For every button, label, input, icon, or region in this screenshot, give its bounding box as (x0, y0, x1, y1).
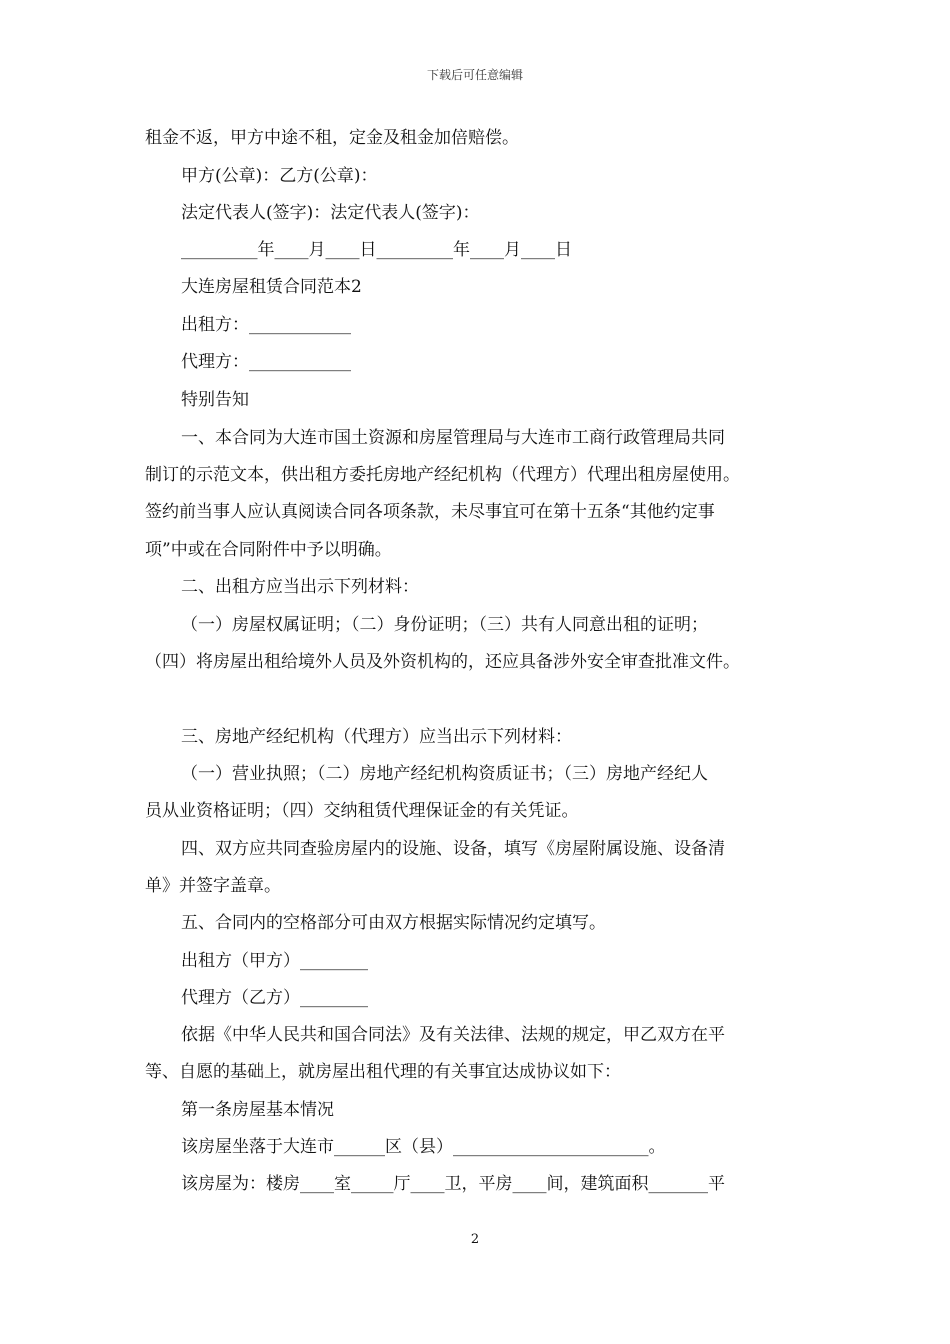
contract-subtitle: 大连房屋租赁合同范本2 (181, 277, 362, 297)
text-line-16: 三、房地产经纪机构（代理方）应当出示下列材料： (181, 727, 572, 747)
page-header: 下载后可任意编辑 (426, 68, 523, 82)
section-heading: 特别告知 (181, 390, 249, 410)
text-line-2: 甲方(公章)：乙方(公章)： (181, 166, 378, 186)
text-line-23: 代理方（乙方）________ (181, 988, 368, 1008)
text-line-3: 法定代表人(签字)：法定代表人(签字)： (181, 203, 480, 223)
text-line-1: 租金不返，甲方中途不租，定金及租金加倍赔偿。 (145, 128, 519, 148)
text-line-13: 二、出租方应当出示下列材料： (181, 577, 419, 597)
text-line-12: 项”中或在合同附件中予以明确。 (145, 540, 392, 560)
text-line-4: _________年____月____日_________年____月____日 (181, 240, 572, 260)
page-number: 2 (470, 1232, 480, 1247)
text-line-27: 该房屋坐落于大连市______区（县）_______________________。 (181, 1137, 666, 1157)
text-line-21: 五、合同内的空格部分可由双方根据实际情况约定填写。 (181, 913, 606, 933)
text-line-10: 制订的示范文本，供出租方委托房地产经纪机构（代理方）代理出租房屋使用。 (145, 465, 740, 485)
text-line-19: 四、双方应共同查验房屋内的设施、设备，填写《房屋附属设施、设备清 (181, 839, 725, 859)
text-line-24: 依据《中华人民共和国合同法》及有关法律、法规的规定，甲乙双方在平 (181, 1025, 725, 1045)
text-line-17: （一）营业执照；（二）房地产经纪机构资质证书；（三）房地产经纪人 (181, 764, 708, 784)
text-line-7: 代理方：____________ (181, 352, 351, 372)
text-line-26: 第一条房屋基本情况 (181, 1100, 334, 1120)
text-line-22: 出租方（甲方）________ (181, 951, 368, 971)
text-line-15: （四）将房屋出租给境外人员及外资机构的，还应具备涉外安全审查批准文件。 (145, 652, 740, 672)
text-line-11: 签约前当事人应认真阅读合同各项条款，未尽事宜可在第十五条“其他约定事 (145, 502, 715, 522)
text-line-6: 出租方：____________ (181, 315, 351, 335)
text-line-20: 单》并签字盖章。 (145, 876, 281, 896)
text-line-25: 等、自愿的基础上，就房屋出租代理的有关事宜达成协议如下： (145, 1062, 621, 1082)
text-line-18: 员从业资格证明；（四）交纳租赁代理保证金的有关凭证。 (145, 801, 579, 821)
text-line-28: 该房屋为：楼房____室_____厅____卫，平房____间，建筑面积_______平 (181, 1174, 725, 1194)
text-line-9: 一、本合同为大连市国土资源和房屋管理局与大连市工商行政管理局共同 (181, 428, 725, 448)
text-line-14: （一）房屋权属证明；（二）身份证明；（三）共有人同意出租的证明； (181, 615, 708, 635)
